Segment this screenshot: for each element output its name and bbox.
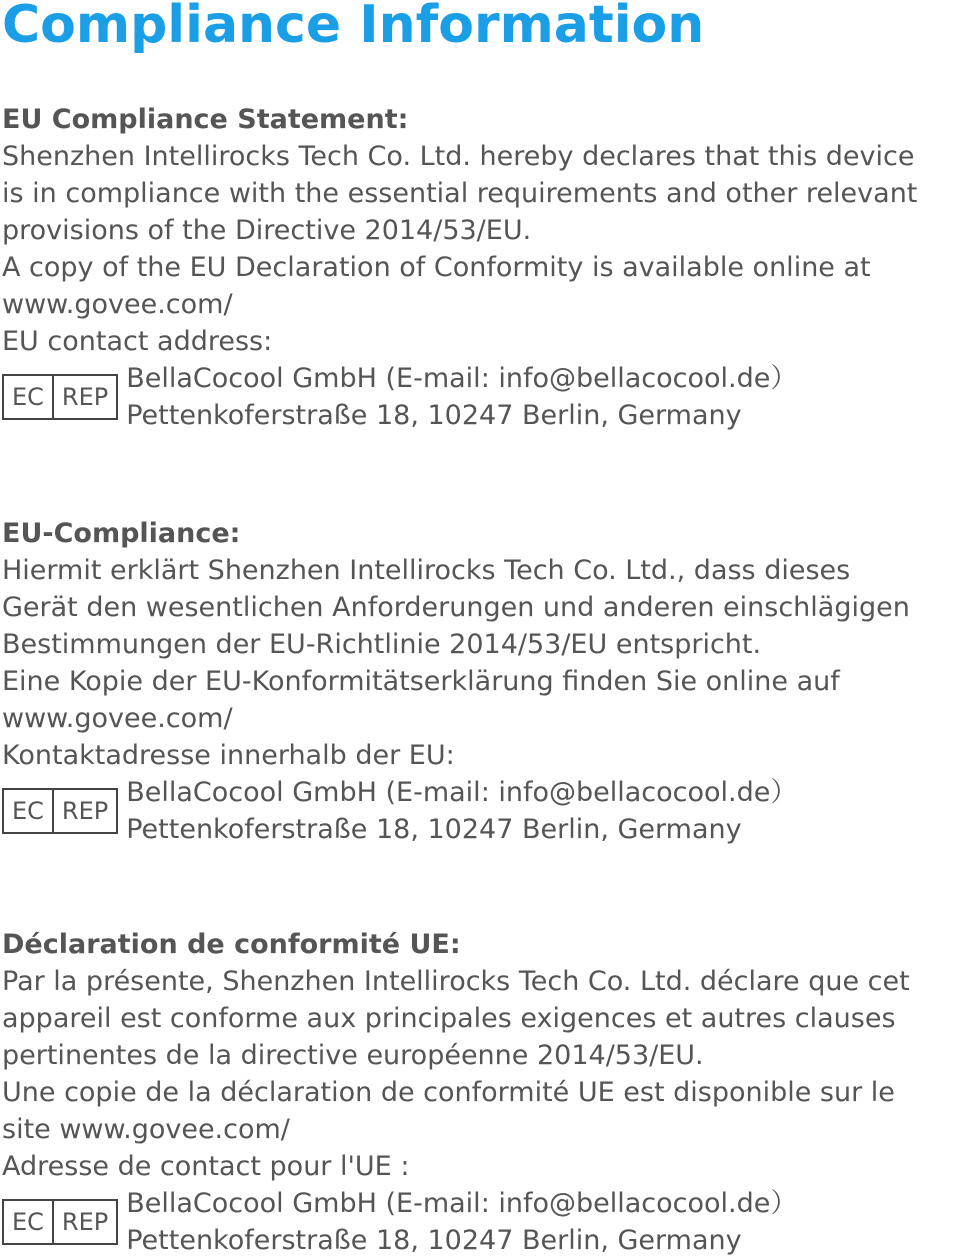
statement-line: is in compliance with the essential requirements and other relevant [2,178,918,209]
statement-line: Hiermit erklärt Shenzhen Intellirocks Tech Co. Ltd., dass dieses [2,555,851,586]
statement-line: Gerät den wesentlichen Anforderungen und anderen einschlägigen [2,592,910,623]
statement-line: pertinentes de la directive européenne 2014/53/EU. [2,1040,704,1071]
contact-name: BellaCocool GmbH (E-mail: info@bellacocool.de） [126,777,798,808]
section-eu-compliance-statement [2,101,964,434]
contact-street-address: Pettenkoferstraße 18, 10247 Berlin, Germany [126,400,742,431]
ec-label: EC [4,790,54,832]
statement-line: Une copie de la déclaration de conformité UE est disponible sur le [2,1077,895,1108]
contact-address-label: EU contact address: [2,326,273,357]
contact-details [126,774,797,848]
section-declaration-conformite-ue [2,926,964,1259]
section-heading: EU Compliance Statement: [2,104,409,135]
statement-line: provisions of the Directive 2014/53/EU. [2,215,532,246]
ec-rep-contact [2,774,964,848]
section-heading: EU-Compliance: [2,518,241,549]
website-text: www.govee.com/ [2,289,233,320]
ec-label: EC [4,376,54,418]
statement-line: Bestimmungen der EU-Richtlinie 2014/53/EU entspricht. [2,629,762,660]
contact-name: BellaCocool GmbH (E-mail: info@bellacocool.de） [126,1188,798,1219]
ec-rep-contact [2,1185,964,1259]
contact-details [126,1185,797,1259]
statement-line: appareil est conforme aux principales exigences et autres clauses [2,1003,896,1034]
contact-name: BellaCocool GmbH (E-mail: info@bellacocool.de） [126,363,798,394]
ec-rep-symbol [2,374,118,420]
contact-street-address: Pettenkoferstraße 18, 10247 Berlin, Germany [126,1225,742,1256]
section-heading: Déclaration de conformité UE: [2,929,461,960]
rep-label: REP [61,797,109,825]
page-title: Compliance Information [2,0,705,55]
website-text: www.govee.com/ [2,703,233,734]
section-eu-compliance-de [2,515,964,848]
ec-rep-symbol [2,788,118,834]
rep-label: REP [61,383,109,411]
statement-line: Par la présente, Shenzhen Intellirocks Tech Co. Ltd. déclare que cet [2,966,910,997]
ec-rep-symbol [2,1199,118,1245]
contact-address-label: Kontaktadresse innerhalb der EU: [2,740,455,771]
statement-line: A copy of the EU Declaration of Conformity is available online at [2,252,871,283]
statement-line: Shenzhen Intellirocks Tech Co. Ltd. hereby declares that this device [2,141,915,172]
statement-line: Eine Kopie der EU-Konformitätserklärung finden Sie online auf [2,666,840,697]
contact-address-label: Adresse de contact pour l'UE : [2,1151,410,1182]
ec-label: EC [4,1201,54,1243]
contact-details [126,360,797,434]
website-text: site www.govee.com/ [2,1114,290,1145]
rep-label: REP [61,1208,109,1236]
ec-rep-contact [2,360,964,434]
contact-street-address: Pettenkoferstraße 18, 10247 Berlin, Germany [126,814,742,845]
